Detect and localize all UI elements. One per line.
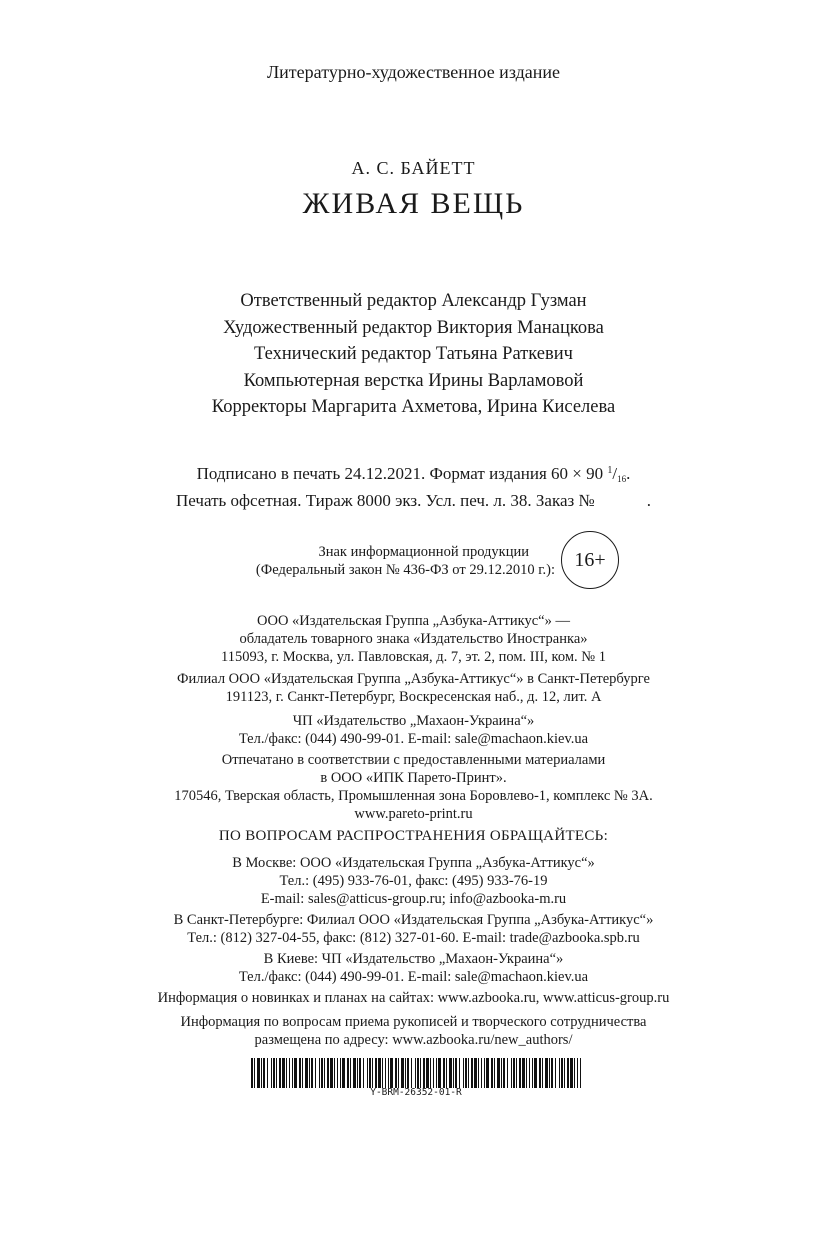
staff-line: Компьютерная верстка Ирины Варламовой (243, 370, 584, 391)
staff-line: Технический редактор Татьяна Раткевич (254, 344, 573, 364)
manuscripts-info (0, 1013, 827, 1049)
distribution-line: Тел.: (812) 327-04-55, факс: (812) 327-01-60. E-mail: trade@azbooka.spb.ru (187, 930, 640, 946)
printer-line: 170546, Тверская область, Промышленная зона Боровлево-1, комплекс № 3А. (174, 788, 653, 804)
distribution-line: В Киеве: ЧП «Издательство „Махаон-Украина“» (263, 951, 564, 967)
distribution-block (0, 854, 827, 908)
manuscripts-line: Информация по вопросам приема рукописей и творческого сотрудничества (180, 1014, 647, 1030)
age-marking-line: Знак информационной продукции (318, 544, 529, 560)
publisher-block (0, 612, 827, 666)
print-line-text: Печать офсетная. Тираж 8000 экз. Усл. печ. л. 38. Заказ № (176, 491, 595, 510)
publisher-line: 115093, г. Москва, ул. Павловская, д. 7, эт. 2, пом. III, ком. № 1 (221, 649, 606, 665)
barcode (251, 1058, 581, 1088)
websites-info (0, 989, 827, 1007)
publisher-block (0, 712, 827, 748)
staff-line: Художественный редактор Виктория Манацкова (223, 317, 604, 338)
edition-type: Литературно-художественное издание (266, 62, 561, 82)
publisher-line: 191123, г. Санкт-Петербург, Воскресенская наб., д. 12, лит. А (225, 689, 602, 705)
staff-line: Ответственный редактор Александр Гузман (240, 291, 587, 311)
age-marking-line: (Федеральный закон № 436-ФЗ от 29.12.2010 г.): (255, 562, 555, 578)
distribution-line: Тел.: (495) 933-76-01, факс: (495) 933-76-19 (279, 873, 548, 889)
barcode-code: Y-BRM-26352-01-R (370, 1087, 462, 1098)
distribution-block (0, 911, 827, 947)
publisher-line: обладатель товарного знака «Издательство Иностранка» (239, 631, 588, 647)
format-numerator: 1 (607, 465, 613, 476)
distribution-block (0, 950, 827, 986)
distribution-line: E-mail: sales@atticus-group.ru; info@azbooka-m.ru (260, 891, 567, 907)
age-marking-text (195, 543, 555, 579)
manuscripts-line: размещена по адресу: www.azbooka.ru/new_authors/ (254, 1032, 573, 1048)
publisher-line: ООО «Издательская Группа „Азбука-Аттикус“» — (257, 613, 570, 629)
line-end: . (646, 491, 651, 510)
age-rating-label: 16+ (574, 548, 606, 571)
publisher-block (0, 670, 827, 706)
printer-line: Отпечатано в соответствии с предоставленными материалами (221, 752, 606, 768)
distribution-heading: ПО ВОПРОСАМ РАСПРОСТРАНЕНИЯ ОБРАЩАЙТЕСЬ: (218, 828, 609, 844)
distribution-line: В Москве: ООО «Издательская Группа „Азбука-Аттикус“» (232, 855, 595, 871)
staff-line: Корректоры Маргарита Ахметова, Ирина Киселева (211, 397, 616, 417)
printer-block (0, 751, 827, 823)
format-slash: / (612, 464, 618, 483)
staff-credits (0, 288, 827, 421)
publisher-line: ЧП «Издательство „Махаон-Украина“» (292, 713, 535, 729)
printer-line: www.pareto-print.ru (354, 806, 473, 822)
line-end: . (626, 464, 631, 483)
print-info-line (0, 460, 827, 490)
print-info (0, 460, 827, 511)
book-author: А. С. БАЙЕТТ (351, 158, 476, 178)
websites-line: Информация о новинках и планах на сайтах: www.azbooka.ru, www.atticus-group.ru (157, 990, 670, 1006)
publisher-line: Филиал ООО «Издательская Группа „Азбука-Аттикус“» в Санкт-Петербурге (177, 671, 650, 687)
format-denominator: 16 (617, 474, 627, 484)
printer-line: в ООО «ИПК Парето-Принт». (320, 770, 507, 786)
print-info-line (0, 490, 827, 511)
book-title: ЖИВАЯ ВЕЩЬ (302, 187, 525, 220)
distribution-line: В Санкт-Петербурге: Филиал ООО «Издательская Группа „Азбука-Аттикус“» (173, 912, 654, 928)
distribution-line: Тел./факс: (044) 490-99-01. E-mail: sale@machaon.kiev.ua (238, 969, 589, 985)
print-line-text: Подписано в печать 24.12.2021. Формат издания 60 × 90 (196, 464, 604, 483)
age-rating-badge (561, 531, 619, 589)
publisher-line: Тел./факс: (044) 490-99-01. E-mail: sale@machaon.kiev.ua (238, 731, 589, 747)
